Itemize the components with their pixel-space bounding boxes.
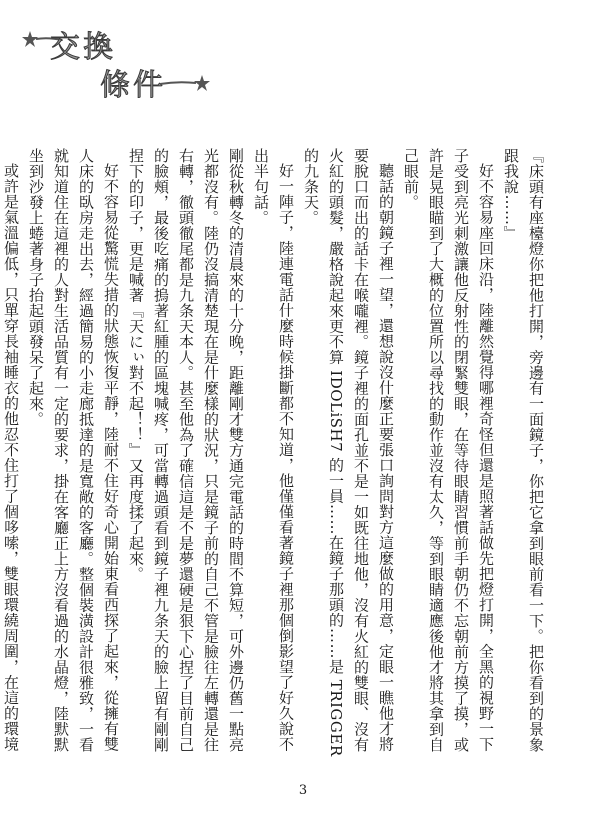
chapter-header: [0, 0, 240, 110]
paragraph-3: 聽話的朝鏡子裡一望，還想說沒什麼正要張口詢問對方這麼做的用意，定眼一瞧他才將要脫口而出的話卡在喉嚨裡。鏡子裡的面孔並不是一如既往地他，沒有火紅的雙眼、沒有火紅的頭髮，嚴格說起來更不算 IDOLiSH7 的一員……在鏡子那頭的……是 TRIGGER 的九条天。: [302, 148, 395, 757]
paragraph-5: 剛從秋轉冬的清晨來的十分晚，距離剛才雙方通完電話的時間不算短，可外邊仍舊一點亮光都沒有。陸仍沒搞清楚現在是什麼樣的狀況，只是鏡子前的自己不管是臉往左轉還是往右轉，徹頭徹尾都是九条天本人。甚至他為了確信這是不是夢還硬是狠下心捏了目前自己的臉頰，最後吃痛的摀著紅腫的區塊喊疼，可當轉過頭看到鏡子裡九条天的臉上留有剛剛捏下的印子，更是喊著『天にぃ對不起！！』又再度揉了起來。: [127, 148, 245, 753]
paragraph-2: 好不容易座回床沿，陸離然覺得哪裡奇怪但還是照著話做先把燈打開，全黑的視野一下子受到亮光刺激讓他反射性的閉緊雙眼，在等待眼睛習慣前手朝仍不忘朝前方摸了摸，或許是晃眼瞄到了大概的位置所以尋找的動作並沒有太久，等到眼睛適應後他才將其拿到自己眼前。: [402, 148, 495, 753]
swoosh-star-icon: [160, 72, 210, 94]
page-number: 3: [298, 783, 308, 798]
vertical-body-text: [2, 148, 548, 758]
paragraph-4: 好一陣子，陸連電話什麼時候掛斷都不知道，他僅僅看著鏡子裡那個倒影望了好久說不出半句話。: [252, 148, 295, 752]
chapter-title-line2: 條件: [100, 68, 166, 103]
chapter-title-line1: 交換: [50, 30, 116, 65]
paragraph-1: 『床頭有座檯燈你把他打開，旁邊有一面鏡子，你把它拿到眼前看一下。把你看到的景象跟我說……』: [502, 148, 545, 753]
paragraph-7: 或許是氣溫偏低，只單穿長袖睡衣的他忍不住打了個哆嗦，雙眼環繞周圍，在這的環境: [2, 163, 20, 752]
paragraph-6: 好不容易從驚慌失措的狀態恢復平靜，陸耐不住好奇心開始東看西探了起來，從擁有雙人床的臥房走出去，經過簡易的小走廊抵達的是寬敞的客廳。整個裝潢設計很雅致，一看就知道住在這裡的人對生活品質有一定的要求，掛在客廳正上方沒看過的水晶燈，陸默默坐到沙發上蜷著身子抬起頭發呆了起來。: [27, 148, 120, 753]
